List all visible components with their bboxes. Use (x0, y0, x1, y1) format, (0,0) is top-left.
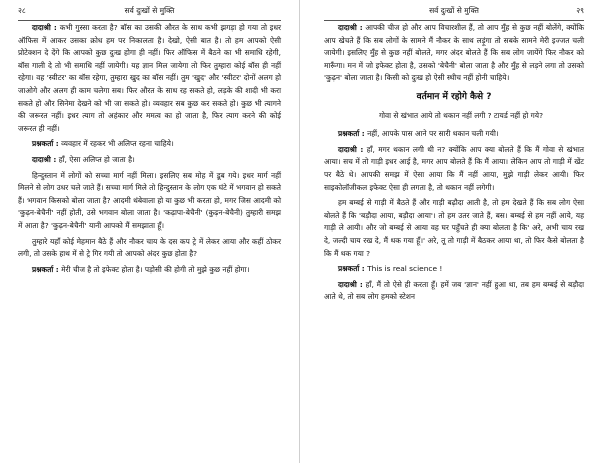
paragraph (324, 22, 584, 85)
paragraph-text: हम बम्बई से गाड़ी में बैठते हैं और गाड़ी बढ़ौदा आती है, तो हम देखते हैं कि सब लोग ऐसा बोलते हैं कि 'बड़ौदा आया, बड़ौदा आया'। तो हम उतर जाते हैं, बस। बम्बई से हम नहीं आये, यह गाड़ी ले आयी। और जो बम्बई से आया वह घर पहुँचते ही क्या बोलता है कि' अरे, अभी चाय रख दे, जल्दी चाय रख दे, मैं थक गया हूँ।' अरे, तू तो गाड़ी में बैठकर आया था, तो फिर कैसे बोलता है कि मैं थक गया ? (324, 198, 584, 258)
paragraph (324, 263, 584, 276)
section-heading: वर्तमान में रहोगे कैसे ? (416, 91, 492, 102)
paragraph-text: हाँ, ऐसा अलिप्त हो जाता है। (58, 154, 135, 164)
paragraph (18, 138, 281, 151)
speaker-label: दादाश्री : (32, 23, 57, 32)
paragraph-text: नहीं, आपके पास आने पर सारी थकान चली गयी। (367, 129, 499, 139)
speaker-label: दादाश्री : (338, 23, 363, 32)
paragraph (324, 128, 584, 141)
running-title: सर्व दुःखों से मुक्ति (429, 6, 479, 15)
paragraph-text: व्यवहार में रहकर भी अलिप्त रहना चाहिये। (61, 139, 174, 149)
speaker-label: प्रश्नकर्ता : (32, 264, 59, 274)
speaker-label: दादाश्री : (338, 144, 364, 154)
left-page-body (18, 22, 281, 276)
header-rule (18, 20, 281, 21)
right-page-header (324, 0, 584, 22)
paragraph-text: तुम्हारे यहाँ कोई मेहमान बैठे हैं और नौकर चाय के दस कप ट्रे में लेकर आया और कहीं ठोकर लगी, तो उसके हाथ में से ट्रे गिर गयी तो आपको अंदर कुछ होता है? (18, 236, 281, 259)
paragraph-text: आपकी चीज हो और आप विचारशील हैं, तो आप मुँह से कुछ नहीं बोलेंगे, क्योंकि आप खेचते हैं कि सब लोगों के सामने मैं नौकर के साथ लड़ूंगा तो सबके सामने मेरी इज्जत चली जायेगी। इसलिए मुँह से कुछ नहीं बोलते, मगर अंदर बोलते हैं कि सब लोग जायेंगे फिर नौकर को मारूँगा। मन में जो इफेक्ट होता है, उसको 'बेचैनी' बोला जाता है और मुँह से लड़ने लगा तो उसको 'कुढ़न' बोला जाता है। किसी को दुःख हो ऐसी स्थीच नहीं होनी चाहिये। (324, 23, 584, 83)
paragraph (18, 236, 281, 261)
paragraph (18, 22, 281, 135)
speaker-label: दादाश्री : (338, 279, 363, 289)
speaker-label: प्रश्नकर्ता : (32, 139, 59, 149)
paragraph (324, 279, 584, 304)
page-number: २८ (18, 6, 26, 15)
header-rule (324, 20, 584, 21)
paragraph (18, 264, 281, 277)
paragraph-text: हिन्दुस्तान में लोगों को सच्चा मार्ग नहीं मिला। इसलिए सब मोह में डूब गये। इधर मार्ग नहीं मिलने से लोग उधर चले जाते हैं। सच्चा मार्ग मिले तो हिन्दुस्तान के लोग एक घंटे में भगवान हो सकते हैं। भगवान किसको बोला जाता है? आदमी थंबेवाला हो या कुछ भी करता हो, मगर जिस आदमी को 'कुढ़न-बेचैनी' नहीं होती, उसे भगवान बोला जाता है। 'कढ़ापा-बेचैनी' (कुढ़न-बेचैनी) तुम्हारी समझ में आता है? 'कुढ़न-बेचैनी' यानी आपको मैं समझाता हूँ। (18, 170, 281, 230)
page-number: २९ (576, 6, 584, 15)
paragraph (18, 170, 281, 233)
paragraph (18, 154, 281, 167)
speaker-label: प्रश्नकर्ता : (338, 264, 365, 274)
running-title: सर्व दुःखों से मुक्ति (124, 6, 175, 15)
paragraph (324, 197, 584, 260)
paragraph (324, 144, 584, 194)
speaker-label: प्रश्नकर्ता : (338, 129, 365, 139)
paragraph-text: हाँ, मैं तो ऐसे ही करता हूँ। हमें जब 'ज्ञान' नहीं हुआ था, तब हम बम्बई से बड़ौदा आते थे, तो सब लोग हमको स्टेशन (324, 279, 584, 302)
speaker-label: दादाश्री : (32, 154, 57, 164)
paragraph-text: This is real science ! (367, 264, 443, 274)
paragraph-text: मेरी चीज है तो इफेक्ट होता है। पड़ोसी की होगी तो मुझे कुछ नहीं होगा। (61, 264, 250, 274)
left-page-header (18, 0, 281, 22)
paragraph-text: कभी गुस्सा करता है? बॉस का उसकी औरत के साथ कभी झगड़ा हो गया तो इधर ऑफिस में आकर उसका क्रोध हम पर निकालता है। देखो, ऐसी बात है। तो हम आपको ऐसी प्रोटेक्शन दे देंगे कि आपको कुछ दुःख होगा ही नहीं। फिर ऑफिस में बैठने का भी समाधि रहेगी, बॉस गाली दे तो भी समाधि नहीं जायेगी। यह ज्ञान मिल जायेगा तो फिर तुम्हारा कोई बॉस ही नहीं रहेगा। वह 'स्वीटर' का बॉस रहेगा, तुम्हारा खुद का बॉस नहीं। तुम 'खुद' और 'स्वीटर' दोनों अलग हो जाओगे और अलग ही काम चलेगा सब। फिर औरत के साथ रह सकते हो, लड़के की शादी भी करा सकते हो और सिनेमा देखने को भी जा सकते हो। व्यवहार सब कुछ कर सकते हो। कुछ भी त्यागने की जरूरत नहीं। इधर त्याग तो अहंकार और ममत्व का हो जाता है, फिर त्याग करने की कोई जरूरत ही नहीं। (18, 23, 282, 133)
right-page (300, 0, 600, 463)
question-line: गोवा से खंभात आये तो थकान नहीं लगी ? टायर्ड नहीं हो गये? (378, 110, 543, 120)
right-page-body (324, 22, 584, 304)
paragraph-text: हाँ, मगर थकान लगी थी न? क्योंकि आप क्या बोलते हैं कि मैं गोवा से खंभात आया। सच में तो गाड़ी इधर आई है, मगर आप बोलते हैं कि मैं आया। लेकिन आप तो गाड़ी में खेंट पर बैठे थे। आपकी समझ में ऐसा आया कि मैं नहीं आया, मुझे गाड़ी लेकर आयी। फिर साइकोलॉजीकल इफेक्ट ऐसा ही लगता है, तो थकान नहीं लगेगी। (324, 144, 584, 192)
